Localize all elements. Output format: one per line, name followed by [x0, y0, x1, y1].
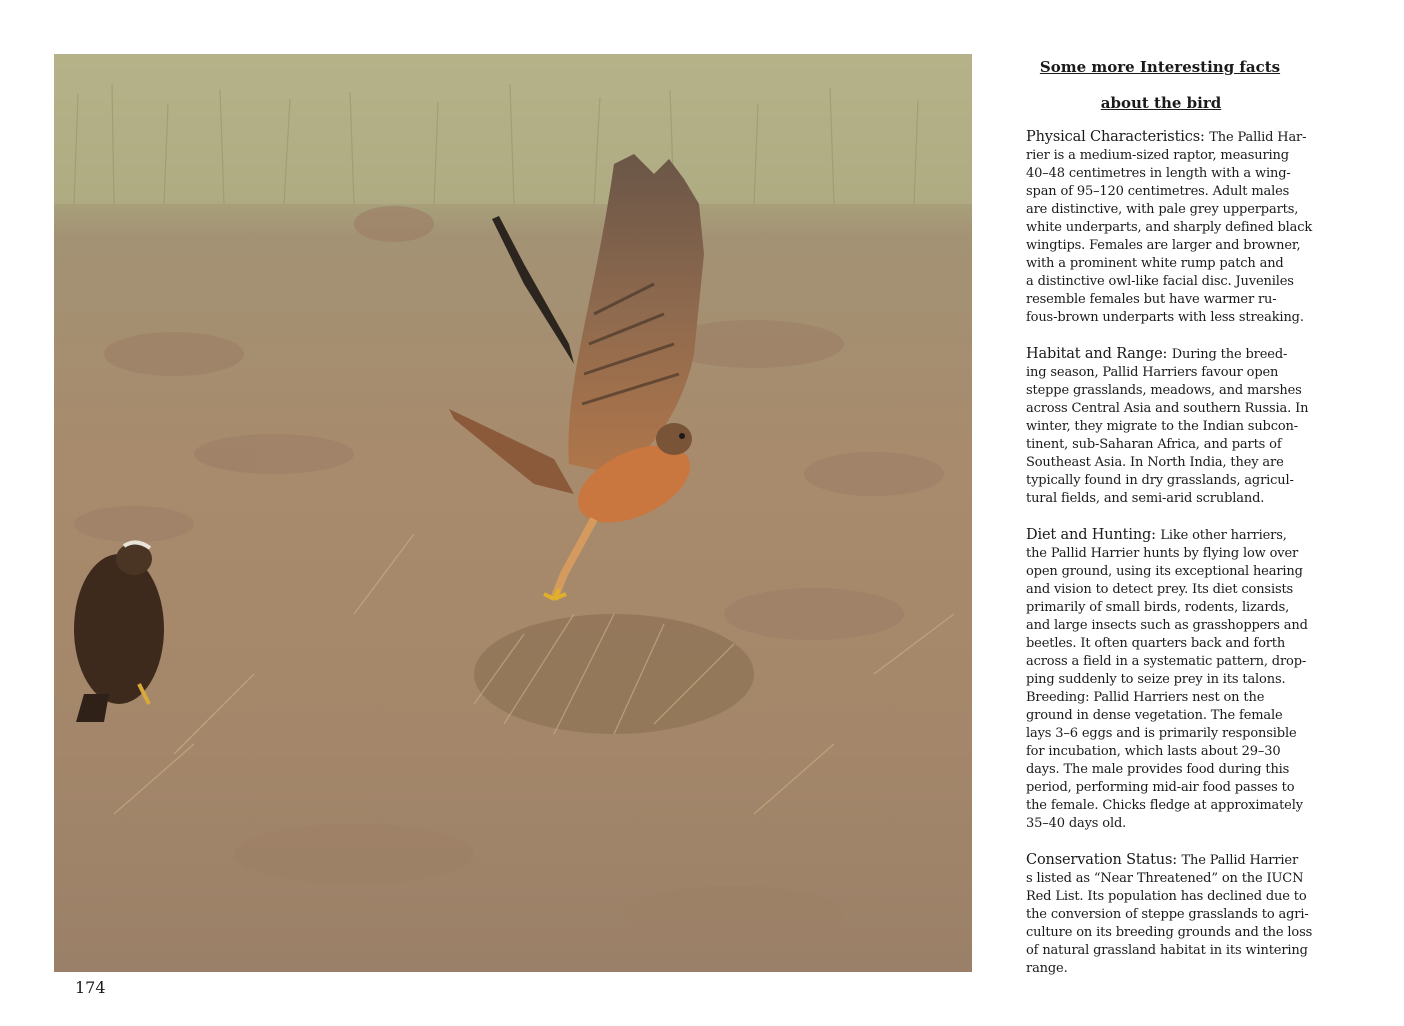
- section-lead: Conservation Status:: [1026, 852, 1182, 868]
- section-conservation-status: Conservation Status: The Pallid Harrier s listed as “Near Threatened” on the IUCN Red List. Its population has declined due to the conversion of steppe grasslands to agri- culture on its breeding grounds and the loss of natural grassland habitat in its wintering range.: [1026, 852, 1313, 976]
- bird-photo-illustration: [54, 54, 972, 972]
- section-lead: Habitat and Range:: [1026, 346, 1172, 362]
- page-number: 174: [75, 978, 106, 997]
- section-lead: Physical Characteristics:: [1026, 129, 1210, 145]
- heading-line-2: about the bird: [1100, 94, 1222, 112]
- section-lead: Diet and Hunting:: [1026, 527, 1161, 543]
- section-physical-characteristics: Physical Characteristics: The Pallid Har- rier is a medium-sized raptor, measuring 40–48 centimetres in length with a wing- span of 95–120 centimetres. Adult males are distinctive, with pale grey upperparts, white underparts, and sharply defined black wingtips. Females are larger and browner, with a prominent white rump patch and a distinctive owl-like facial disc. Juveniles resemble females but have warmer ru- fous-brown underparts with less streaking.: [1026, 129, 1313, 325]
- bird-photo: [54, 54, 972, 972]
- section-diet-and-hunting: Diet and Hunting: Like other harriers, the Pallid Harrier hunts by flying low over open ground, using its exceptional hearing and vision to detect prey. Its diet consists primarily of small birds, rodents, lizards, and large insects such as grasshoppers and beetles. It often quarters back and forth across a field in a systematic pattern, drop- ping suddenly to seize prey in its talons. Breeding: Pallid Harriers nest on the ground in dense vegetation. The female lays 3–6 eggs and is primarily responsible for incubation, which lasts about 29–30 days. The male provides food during this period, performing mid-air food passes to the female. Chicks fledge at approximately 35–40 days old.: [1026, 527, 1308, 831]
- heading-line-1: Some more Interesting facts: [1039, 58, 1281, 76]
- facts-column: [1026, 56, 1313, 978]
- section-habitat-and-range: Habitat and Range: During the breed- ing season, Pallid Harriers favour open steppe grasslands, meadows, and marshes across Central Asia and southern Russia. In winter, they migrate to the Indian subcon- tinent, sub-Saharan Africa, and parts of Southeast Asia. In North India, they are typically found in dry grasslands, agricul- tural fields, and semi-arid scrubland.: [1026, 346, 1309, 506]
